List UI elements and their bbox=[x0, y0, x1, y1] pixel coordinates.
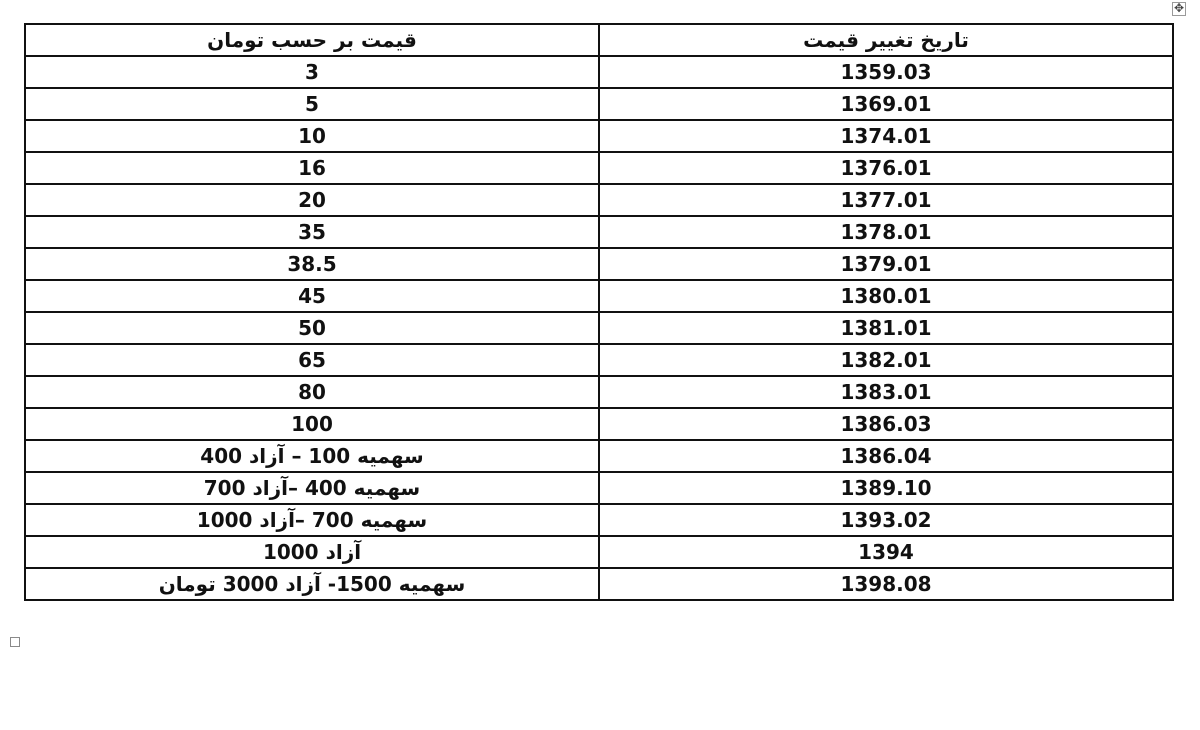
table-row bbox=[25, 408, 1173, 440]
price-cell bbox=[25, 152, 599, 184]
price-cell bbox=[25, 408, 599, 440]
price-value: 20 bbox=[298, 188, 326, 212]
header-date-label: تاریخ تغییر قیمت bbox=[803, 28, 969, 52]
date-cell: 1383.01 bbox=[599, 376, 1173, 408]
table-row bbox=[25, 88, 1173, 120]
price-value: 10 bbox=[298, 124, 326, 148]
date-cell: 1394 bbox=[599, 536, 1173, 568]
date-cell: 1382.01 bbox=[599, 344, 1173, 376]
table-row bbox=[25, 504, 1173, 536]
price-cell bbox=[25, 184, 599, 216]
table-row bbox=[25, 184, 1173, 216]
price-value: 5 bbox=[305, 92, 319, 116]
date-cell: 1386.04 bbox=[599, 440, 1173, 472]
date-cell: 1389.10 bbox=[599, 472, 1173, 504]
price-value: آزاد 1000 bbox=[262, 540, 362, 564]
price-cell bbox=[25, 568, 599, 600]
price-cell bbox=[25, 280, 599, 312]
date-cell: 1386.03 bbox=[599, 408, 1173, 440]
table-move-handle-icon[interactable]: ✥ bbox=[1173, 1, 1185, 15]
price-value: 100 bbox=[291, 412, 333, 436]
table-row bbox=[25, 344, 1173, 376]
table-row bbox=[25, 248, 1173, 280]
date-cell: 1393.02 bbox=[599, 504, 1173, 536]
table-row bbox=[25, 152, 1173, 184]
table-row bbox=[25, 216, 1173, 248]
price-cell bbox=[25, 56, 599, 88]
table-row bbox=[25, 536, 1173, 568]
date-cell: 1377.01 bbox=[599, 184, 1173, 216]
table-resize-handle[interactable] bbox=[10, 637, 20, 647]
table-row bbox=[25, 312, 1173, 344]
price-value: 80 bbox=[298, 380, 326, 404]
date-cell: 1376.01 bbox=[599, 152, 1173, 184]
price-value: سهمیه 1500- آزاد 3000 تومان bbox=[158, 572, 466, 596]
price-cell bbox=[25, 312, 599, 344]
price-value: 38.5 bbox=[287, 252, 337, 276]
price-cell bbox=[25, 344, 599, 376]
header-date bbox=[599, 24, 1173, 56]
price-value: 65 bbox=[298, 348, 326, 372]
table-row bbox=[25, 376, 1173, 408]
date-cell: 1378.01 bbox=[599, 216, 1173, 248]
price-value: 45 bbox=[298, 284, 326, 308]
price-cell bbox=[25, 216, 599, 248]
table-row bbox=[25, 280, 1173, 312]
price-cell bbox=[25, 120, 599, 152]
table-row bbox=[25, 568, 1173, 600]
table-row bbox=[25, 56, 1173, 88]
price-cell bbox=[25, 440, 599, 472]
price-value: 35 bbox=[298, 220, 326, 244]
price-value: سهمیه 400 –آزاد 700 bbox=[203, 476, 421, 500]
date-cell: 1379.01 bbox=[599, 248, 1173, 280]
date-cell: 1381.01 bbox=[599, 312, 1173, 344]
price-cell bbox=[25, 248, 599, 280]
price-value: سهمیه 100 – آزاد 400 bbox=[200, 444, 424, 468]
price-value: 50 bbox=[298, 316, 326, 340]
table-row bbox=[25, 120, 1173, 152]
price-value: 3 bbox=[305, 60, 319, 84]
table-row bbox=[25, 440, 1173, 472]
table-row bbox=[25, 472, 1173, 504]
date-cell: 1398.08 bbox=[599, 568, 1173, 600]
price-cell bbox=[25, 376, 599, 408]
price-cell bbox=[25, 88, 599, 120]
price-cell bbox=[25, 472, 599, 504]
header-price-label: قیمت بر حسب تومان bbox=[207, 28, 417, 52]
date-cell: 1374.01 bbox=[599, 120, 1173, 152]
price-cell bbox=[25, 504, 599, 536]
price-value: 16 bbox=[298, 156, 326, 180]
price-cell bbox=[25, 536, 599, 568]
date-cell: 1369.01 bbox=[599, 88, 1173, 120]
date-cell: 1359.03 bbox=[599, 56, 1173, 88]
header-price bbox=[25, 24, 599, 56]
date-cell: 1380.01 bbox=[599, 280, 1173, 312]
table-header-row bbox=[25, 24, 1173, 56]
price-history-table bbox=[24, 23, 1174, 601]
price-value: سهمیه 700 –آزاد 1000 bbox=[196, 508, 428, 532]
